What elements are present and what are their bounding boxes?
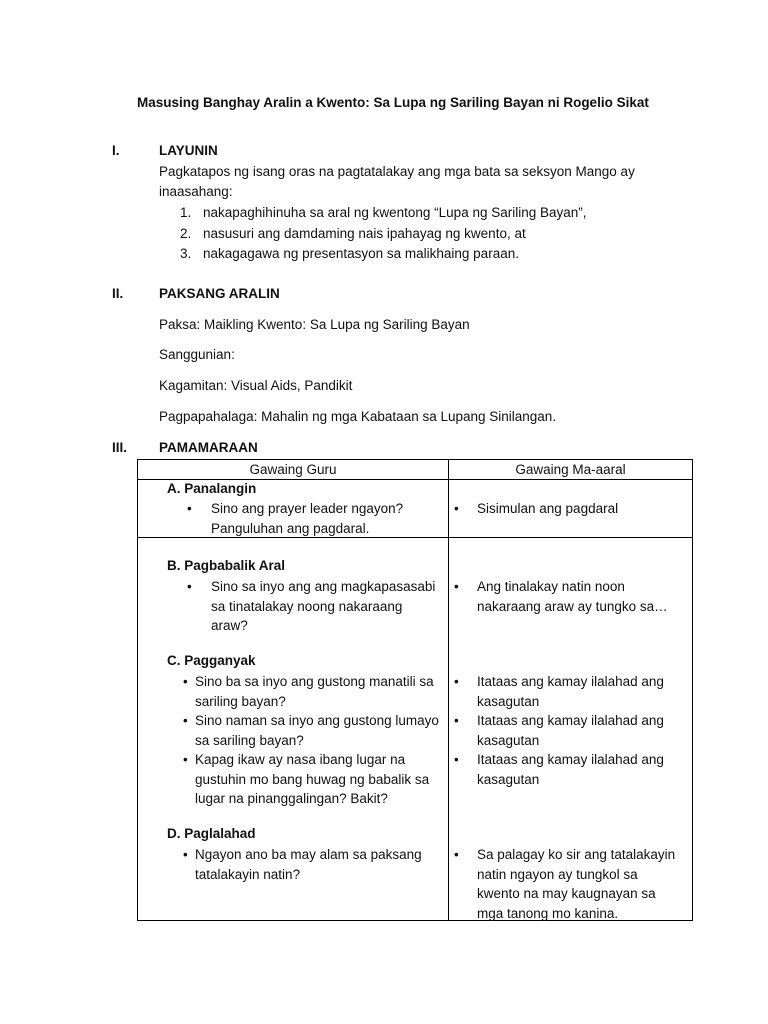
objective-item: 3. nakagagawa ng presentasyon sa malikhaing paraan. xyxy=(180,246,519,261)
bullet-item: • Kapag ikaw ay nasa ibang lugar na gustuhin mo bang huwag ng babalik sa lugar na pinanggalingan? Bakit? xyxy=(183,752,430,806)
mag-cell-bcd xyxy=(449,538,693,921)
objective-item: 2. nasusuri ang damdaming nais ipahayag ng kwento, at xyxy=(180,225,526,241)
objective-item: 1. nakapaghihinuha sa aral ng kwentong “Lupa ng Sariling Bayan”, xyxy=(180,205,587,220)
step-a-label: A. Panalangin xyxy=(167,481,257,496)
section-3-number: III. xyxy=(112,440,128,455)
document-title: Masusing Banghay Aralin a Kwento: Sa Lupa ng Sariling Bayan ni Rogelio Sikat xyxy=(137,95,649,110)
bullet-item: • Ngayon ano ba may alam sa paksang tatalakayin natin? xyxy=(183,847,422,882)
guro-cell-bcd xyxy=(138,538,449,921)
bullet-item: • Sino ang prayer leader ngayon? Panguluhan ang pagdaral. xyxy=(187,501,404,536)
bullet-item: • Itataas ang kamay ilalahad ang kasagutan xyxy=(454,752,664,787)
table-row xyxy=(138,538,693,921)
bullet-item: • Ang tinalakay natin noon nakaraang araw ay tungko sa… xyxy=(454,579,668,614)
bullet-item: • Sino naman sa inyo ang gustong lumayo sa sariling bayan? xyxy=(183,713,439,748)
kagamitan-line: Kagamitan: Visual Aids, Pandikit xyxy=(159,378,353,393)
procedure-table xyxy=(137,459,693,921)
step-b-label: B. Pagbabalik Aral xyxy=(167,558,286,573)
section-3-heading: PAMAMARAAN xyxy=(159,440,258,455)
mag-cell-a xyxy=(449,480,693,538)
bullet-item: • Sino ba sa inyo ang gustong manatili sa sariling bayan? xyxy=(183,674,434,709)
paksa-line: Paksa: Maikling Kwento: Sa Lupa ng Sariling Bayan xyxy=(159,317,470,332)
pagpapahalaga-line: Pagpapahalaga: Mahalin ng mga Kabataan sa Lupang Sinilangan. xyxy=(159,409,557,424)
objectives-list xyxy=(180,203,587,265)
bullet-item: • Sa palagay ko sir ang tatalakayin natin ngayon ay tungkol sa kwento na may kaugnayan sa mga tanong mo kanina. xyxy=(454,847,676,921)
section-1-number: I. xyxy=(112,143,120,158)
bullet-item: • Sisimulan ang pagdaral xyxy=(454,501,619,516)
section-1-intro xyxy=(159,162,659,202)
table-row xyxy=(138,480,693,538)
bullet-item: • Itataas ang kamay ilalahad ang kasagutan xyxy=(454,674,664,709)
section-1-heading: LAYUNIN xyxy=(159,143,218,158)
sanggunian-line: Sanggunian: xyxy=(159,347,235,362)
bullet-item: • Itataas ang kamay ilalahad ang kasagutan xyxy=(454,713,664,748)
guro-cell-a xyxy=(138,480,449,538)
header-gawaing-mag-aaral: Gawaing Ma-aaral xyxy=(449,460,693,480)
bullet-item: • Sino sa inyo ang ang magkapasasabi sa tinatalakay noong nakaraang araw? xyxy=(187,579,436,633)
section-2-heading: PAKSANG ARALIN xyxy=(159,286,280,301)
table-header-row xyxy=(138,460,693,480)
step-d-label: D. Paglalahad xyxy=(167,826,256,841)
step-c-label: C. Pagganyak xyxy=(167,653,256,668)
intro-line-1: Pagkatapos ng isang oras na pagtatalakay ang mga bata sa seksyon Mango ay xyxy=(159,164,635,179)
section-2-number: II. xyxy=(112,286,124,301)
intro-line-2: inaasahang: xyxy=(159,184,233,199)
header-gawaing-guro: Gawaing Guru xyxy=(138,460,449,480)
